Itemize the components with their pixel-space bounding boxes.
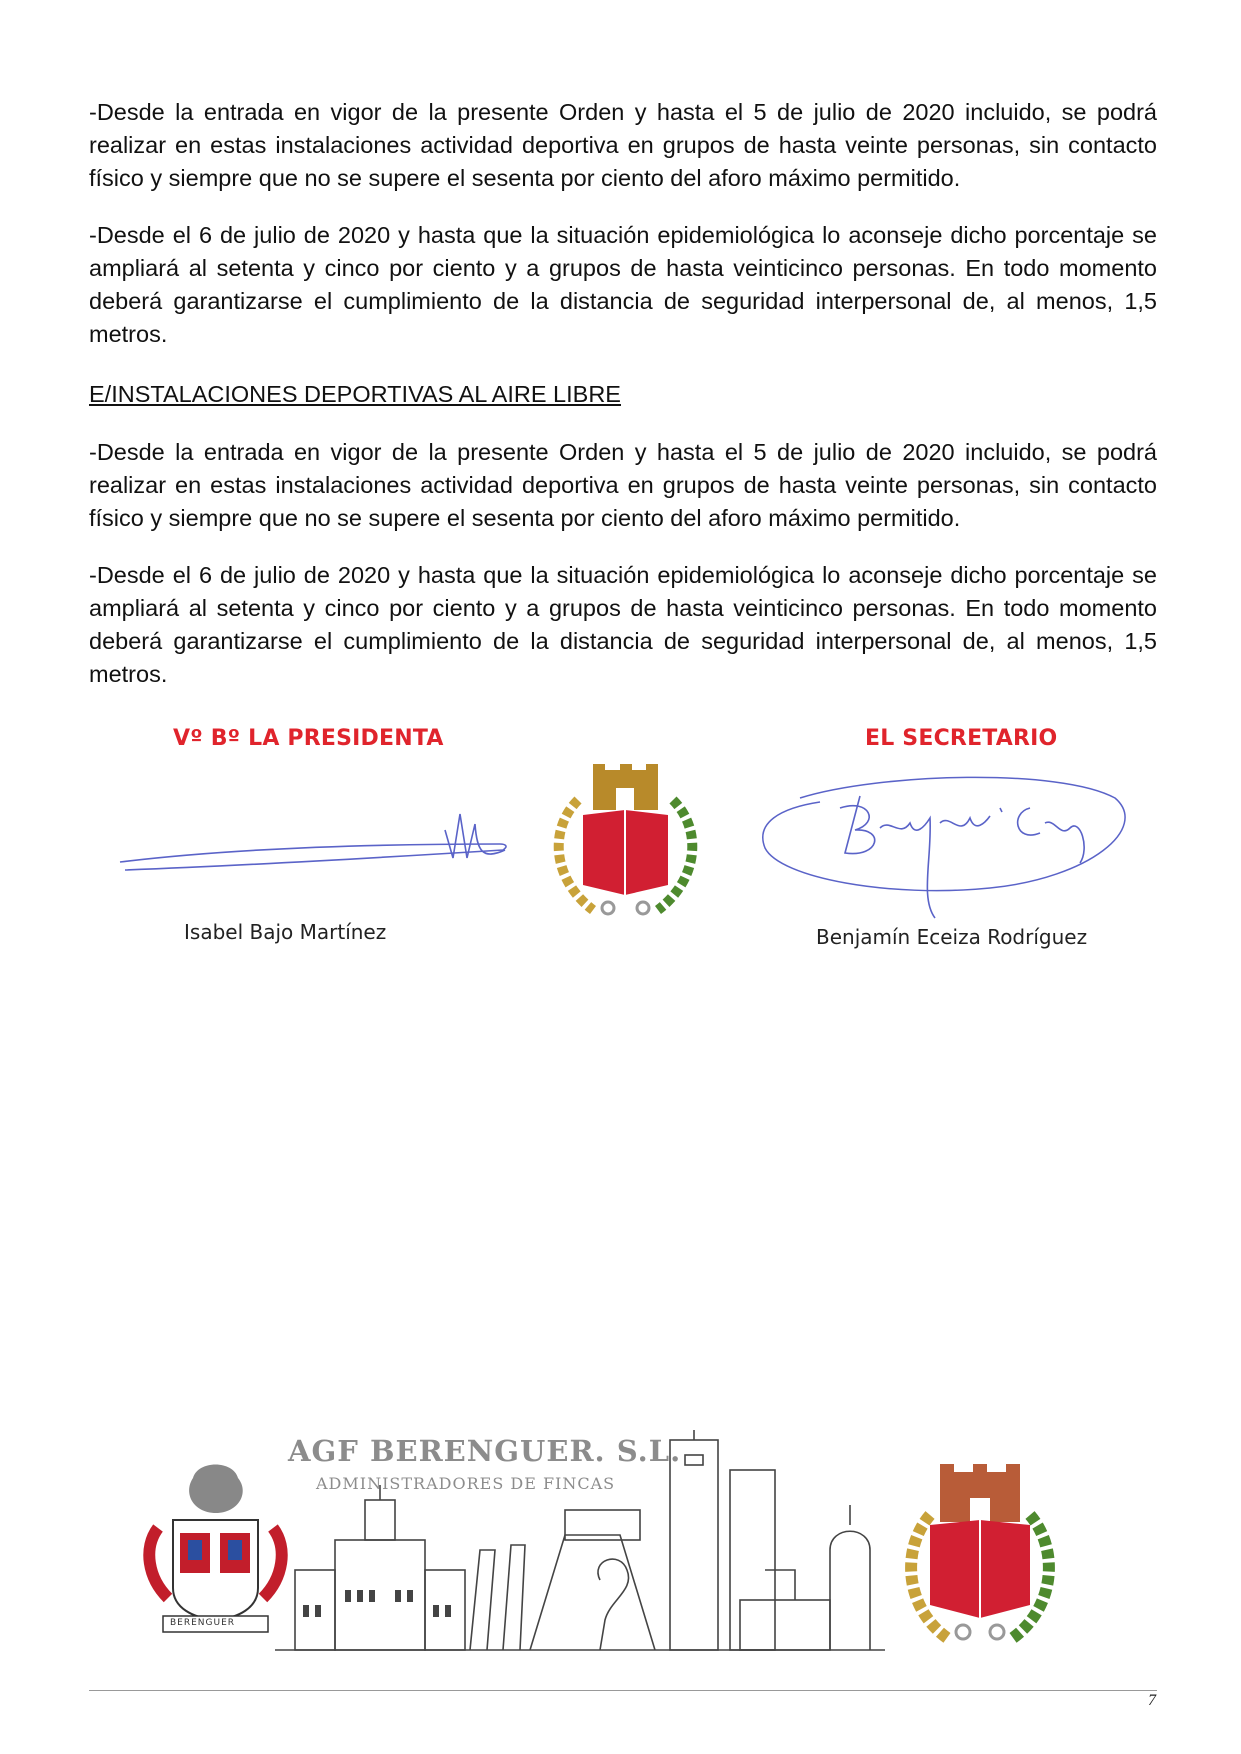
berenguer-crest-logo [138,1458,293,1638]
footer-divider [89,1690,1157,1691]
paragraph-2: -Desde el 6 de julio de 2020 y hasta que la situación epidemiológica lo aconseje dicho porcentaje se ampliará al setenta y cinco por ciento y a grupos de hasta veinticinco personas. En todo momento deberá garantizarse el cumplimiento de la distancia de seguridad interpersonal de, al menos, 1,5 metros. [89,222,1157,347]
company-subtitle: ADMINISTRADORES DE FINCAS [316,1474,616,1493]
left-signatory-name: Isabel Bajo Martínez [184,920,387,944]
city-skyline-illustration [275,1430,890,1660]
association-seal-logo [538,760,713,920]
page-number: 7 [1148,1692,1156,1709]
paragraph-1: -Desde la entrada en vigor de la presente Orden y hasta el 5 de julio de 2020 incluido, se podrá realizar en estas instalaciones actividad deportiva en grupos de hasta veinte personas, sin contacto físico y siempre que no se supere el sesenta por ciento del aforo máximo permitido. [89,99,1157,191]
company-name: AGF BERENGUER. S.L. [288,1434,682,1468]
section-heading: E/INSTALACIONES DEPORTIVAS AL AIRE LIBRE [89,381,621,407]
paragraph-3: -Desde la entrada en vigor de la presente Orden y hasta el 5 de julio de 2020 incluido, se podrá realizar en estas instalaciones actividad deportiva en grupos de hasta veinte personas, sin contacto físico y siempre que no se supere el sesenta por ciento del aforo máximo permitido. [89,439,1157,531]
left-signature-image [115,800,515,880]
right-signature-image [760,768,1140,928]
crest-banner-text: BERENGUER [170,1618,236,1628]
left-signature-title: Vº Bº LA PRESIDENTA [173,726,444,751]
footer-association-seal-logo [895,1460,1065,1650]
right-signatory-name: Benjamín Eceiza Rodríguez [816,925,1088,949]
paragraph-4: -Desde el 6 de julio de 2020 y hasta que la situación epidemiológica lo aconseje dicho porcentaje se ampliará al setenta y cinco por ciento y a grupos de hasta veinticinco personas. En todo momento deberá garantizarse el cumplimiento de la distancia de seguridad interpersonal de, al menos, 1,5 metros. [89,562,1157,687]
right-signature-title: EL SECRETARIO [865,726,1058,751]
